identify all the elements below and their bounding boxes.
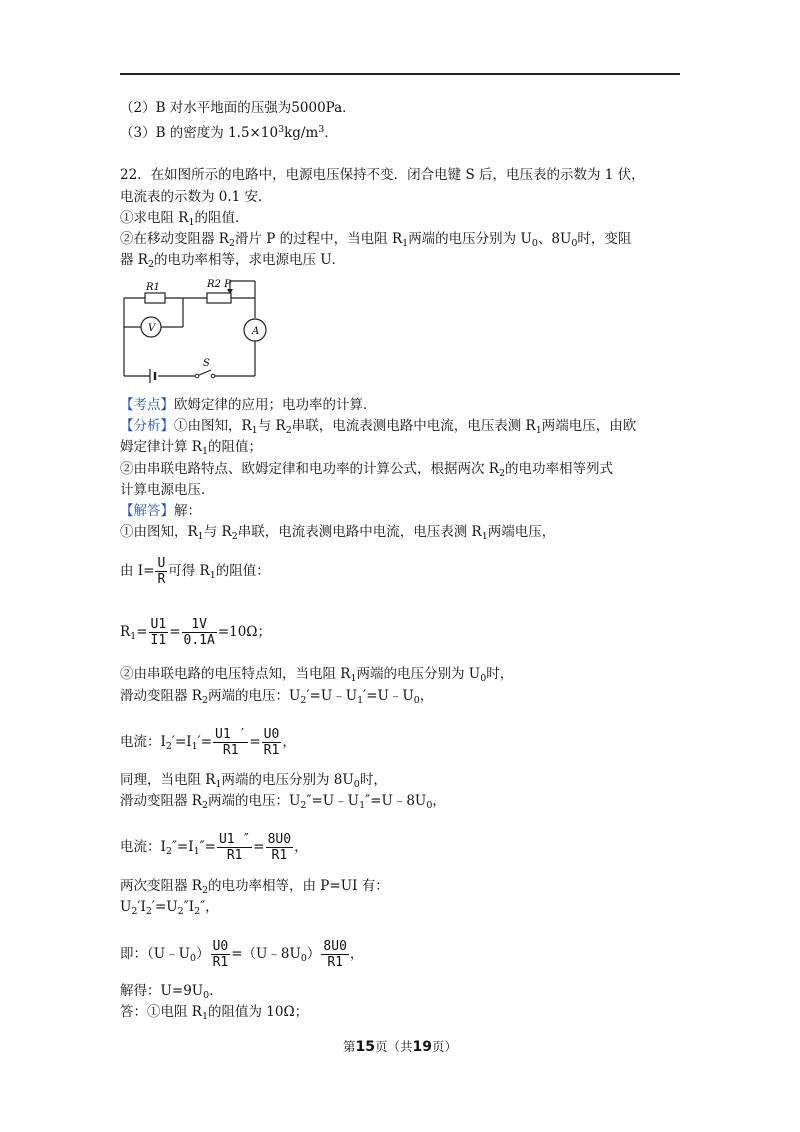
fraction-8u0-over-r1-b: $\frac{8U0}{R1}$ bbox=[323, 939, 347, 970]
page-footer: 第15页（共19页） bbox=[342, 1039, 457, 1055]
header-rule bbox=[120, 73, 680, 75]
solution-line-12: 即：$(U﹣U_0)$ $\frac{U0}{R1}$ $=(U﹣8U_0)$ $\frac{8U0}{R1}$ ， bbox=[120, 939, 364, 970]
solution-line-13: 解得：$U=9U_0$． bbox=[120, 983, 223, 1001]
q22-line-2: 电流表的示数为 0.1 安． bbox=[120, 189, 272, 205]
q22-line-5: 器 $R_2$的电功率相等，求电源电压 U． bbox=[120, 252, 346, 270]
page-number: 15 bbox=[355, 1039, 375, 1055]
total-pages: 19 bbox=[412, 1039, 432, 1055]
fenxi-line-2: 姆定律计算 $R_1$的阻值； bbox=[120, 439, 263, 457]
solution-line-1: ①由图知，$R_1$与 $R_2$串联，电流表测电路中电流，电压表测 $R_1$两端电压， bbox=[120, 524, 556, 542]
solution-line-3: $R_1=$ $\frac{U1}{I1}$ = $\frac{1V}{0.1A}$ =10Ω； bbox=[120, 617, 271, 648]
q22-line-4: ②在移动变阻器 $R_2$滑片 P 的过程中，当电阻 $R_1$两端的电压分别为 $U_0$、$8U_0$时，变阻 bbox=[120, 231, 632, 249]
fraction-8u0-over-r1: $\frac{8U0}{R1}$ bbox=[267, 832, 292, 863]
label-ammeter: A bbox=[252, 326, 260, 337]
label-r2-p: R2 P bbox=[207, 279, 231, 290]
fraction-1v-over-01a: $\frac{1V}{0.1A}$ bbox=[183, 617, 215, 648]
fenxi-line-4: 计算电源电压． bbox=[120, 482, 215, 498]
rheostat-r2 bbox=[207, 293, 231, 303]
fraction-u0-over-r1-b: $\frac{U0}{R1}$ bbox=[212, 939, 229, 970]
fenxi-line-3: ②由串联电路特点、欧姆定律和电功率的计算公式，根据两次 $R_2$的电功率相等列式 bbox=[120, 461, 614, 479]
resistor-r1 bbox=[145, 293, 165, 303]
kaodian-line: 【考点】欧姆定律的应用；电功率的计算． bbox=[120, 397, 377, 413]
label-r1: R1 bbox=[146, 282, 160, 293]
solution-line-10: 两次变阻器 $R_2$的电功率相等，由 P=UI 有： bbox=[120, 878, 389, 896]
solution-line-9: 电流：$I_2''=I_1''=$ $\frac{U1 ''}{R1}$ = $\frac{8U0}{R1}$ ， bbox=[120, 832, 308, 863]
solution-line-5: 滑动变阻器 $R_2$两端的电压：$U_2'=U﹣U_1'=U﹣U_0$， bbox=[120, 688, 434, 706]
label-switch: S bbox=[203, 358, 210, 369]
fraction-u0-over-r1: $\frac{U0}{R1}$ bbox=[263, 727, 280, 758]
fraction-u1-over-i1: $\frac{U1}{I1}$ bbox=[150, 617, 167, 648]
fraction-u1dprime-over-r1: $\frac{U1 ''}{R1}$ bbox=[218, 832, 251, 863]
solution-line-6: 电流：$I_2'=I_1'=$ $\frac{U1 '}{R1}$ = $\frac{U0}{R1}$ ， bbox=[120, 727, 296, 758]
label-voltmeter: V bbox=[148, 323, 156, 334]
solution-line-14: 答：①电阻 $R_1$的阻值为 10Ω； bbox=[120, 1004, 309, 1022]
q22-line-3: ①求电阻 $R_1$的阻值． bbox=[120, 210, 249, 228]
fraction-u-over-r: $\frac{U}{R}$ bbox=[157, 556, 166, 587]
solution-line-8: 滑动变阻器 $R_2$两端的电压：$U_2''=U﹣U_1''=U﹣8U_0$， bbox=[120, 793, 446, 811]
jieda-line: 【解答】解： bbox=[120, 503, 201, 519]
fenxi-line-1: 【分析】①由图知，$R_1$与 $R_2$串联，电流表测电路中电流，电压表测 $R_1$两端电压，由欧 bbox=[120, 418, 637, 436]
solution-line-11: $U_2'I_2'=U_2''I_2''$， bbox=[120, 899, 219, 917]
circuit-diagram bbox=[115, 272, 275, 387]
prev-answer-2: （2）B 对水平地面的压强为5000Pa． bbox=[120, 100, 356, 116]
fraction-u1prime-over-r1: $\frac{U1 '}{R1}$ bbox=[215, 727, 247, 758]
solution-line-4: ②由串联电路的电压特点知，当电阻 $R_1$两端的电压分别为 $U_0$时， bbox=[120, 666, 514, 684]
solution-line-2: 由 I= $\frac{U}{R}$ 可得 $R_1$的阻值： bbox=[120, 556, 270, 587]
q22-line-1: 22．在如图所示的电路中，电源电压保持不变．闭合电键 S 后，电压表的示数为 1 伏， bbox=[120, 167, 645, 183]
prev-answer-3: （3）B 的密度为 $1.5\times 10^3kg/m^3$． bbox=[120, 124, 338, 141]
solution-line-7: 同理，当电阻 $R_1$两端的电压分别为 $8U_0$时， bbox=[120, 772, 387, 790]
